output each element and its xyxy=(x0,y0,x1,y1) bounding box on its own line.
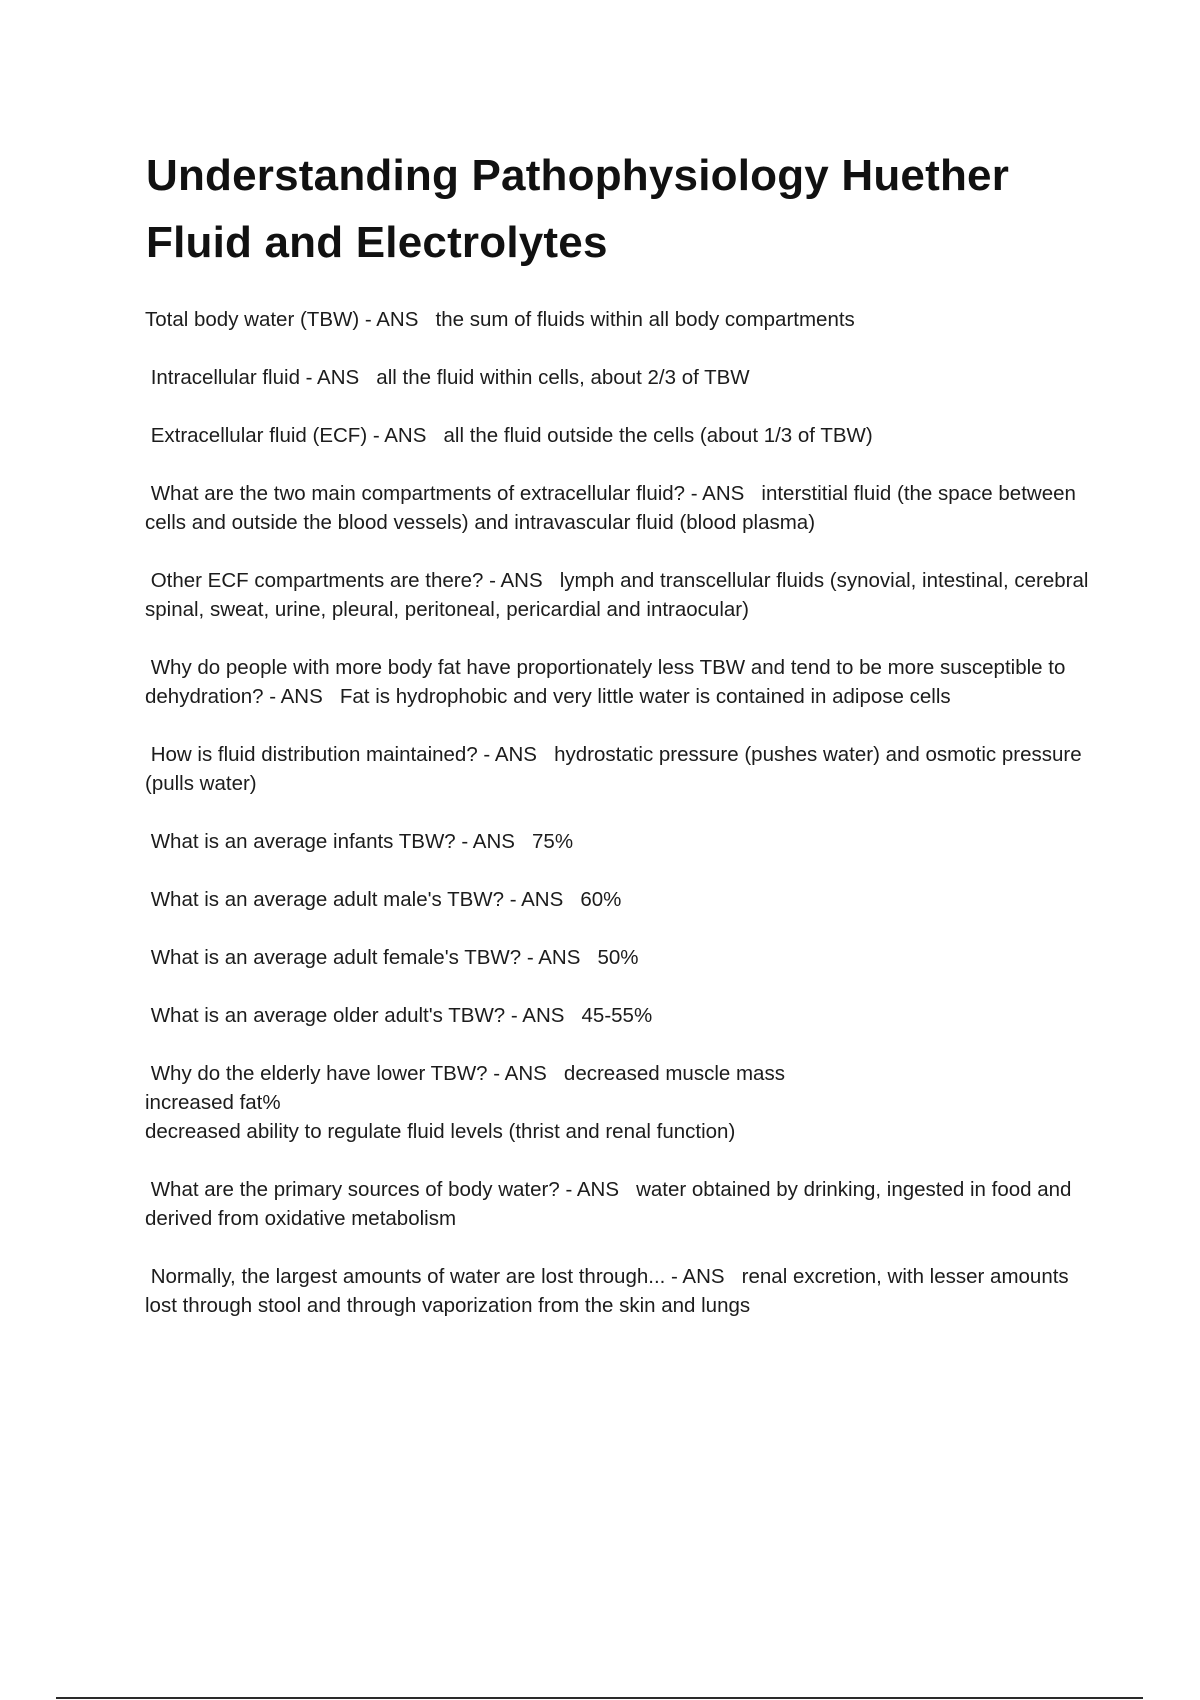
flashcard-entry xyxy=(145,1001,1105,1030)
document-title xyxy=(146,142,1106,276)
title-line-1: Understanding Pathophysiology Huether xyxy=(146,151,1010,200)
question-text: What are the primary sources of body water? xyxy=(145,1178,560,1201)
question-text: What is an average adult male's TBW? xyxy=(145,888,505,911)
answer-text: 60% xyxy=(580,888,622,911)
answer-separator: - ANS xyxy=(367,424,444,447)
question-text: What is an average adult female's TBW? xyxy=(145,946,522,969)
answer-text: Fat is hydrophobic and very little water is contained in adipose cells xyxy=(339,685,951,708)
title-line-2: Fluid and Electrolytes xyxy=(146,218,608,267)
question-text: Intracellular fluid xyxy=(145,366,300,389)
answer-separator: - ANS xyxy=(685,482,762,505)
question-text: What is an average older adult's TBW? xyxy=(145,1004,506,1027)
answer-separator: - ANS xyxy=(521,946,598,969)
answer-text: all the fluid within cells, about 2/3 of TBW xyxy=(376,366,750,389)
answer-separator: - ANS xyxy=(477,743,555,766)
flashcard-entry xyxy=(145,1175,1105,1233)
flashcard-entry xyxy=(145,363,1105,392)
answer-text: 50% xyxy=(597,946,639,969)
flashcard-entry xyxy=(145,479,1105,537)
question-text: What are the two main compartments of extracellular fluid? xyxy=(145,482,686,505)
question-text: Why do the elderly have lower TBW? xyxy=(145,1062,488,1085)
flashcard-entry xyxy=(145,943,1105,972)
question-text: Extracellular fluid (ECF) xyxy=(145,424,368,447)
answer-separator: - ANS xyxy=(504,888,581,911)
answer-text: all the fluid outside the cells (about 1/3 of TBW) xyxy=(443,424,873,447)
answer-text: 75% xyxy=(532,830,574,853)
answer-separator: - ANS xyxy=(487,1062,564,1085)
answer-text: interstitial fluid (the space between cells and outside the blood vessels) and intravascular fluid (blood plasma) xyxy=(145,482,1082,534)
answer-text: water obtained by drinking, ingested in food and derived from oxidative metabolism xyxy=(145,1178,1078,1230)
flashcard-entry xyxy=(145,1262,1105,1320)
footer-rule xyxy=(56,1697,1143,1699)
answer-separator: - ANS xyxy=(359,308,436,331)
answer-text: decreased muscle mass increased fat% decreased ability to regulate fluid levels (thrist and renal function) xyxy=(145,1062,785,1143)
answer-separator: - ANS xyxy=(505,1004,582,1027)
flashcard-entry xyxy=(145,827,1105,856)
flashcard-entry xyxy=(145,1059,1105,1146)
answer-separator: - ANS xyxy=(665,1265,742,1288)
answer-text: lymph and transcellular fluids (synovial, intestinal, cerebral spinal, sweat, urine, pleural, peritoneal, pericardial and intraocular) xyxy=(145,569,1095,621)
answer-separator: - ANS xyxy=(483,569,560,592)
question-text: How is fluid distribution maintained? xyxy=(145,743,478,766)
flashcard-entry xyxy=(145,421,1105,450)
question-text: Other ECF compartments are there? xyxy=(145,569,484,592)
answer-separator: - ANS xyxy=(299,366,377,389)
answer-text: hydrostatic pressure (pushes water) and osmotic pressure (pulls water) xyxy=(145,743,1088,795)
question-text: Total body water (TBW) xyxy=(145,308,360,331)
flashcard-entry xyxy=(145,305,1105,334)
question-text: Normally, the largest amounts of water are lost through... xyxy=(145,1265,666,1288)
answer-separator: - ANS xyxy=(559,1178,637,1201)
question-text: What is an average infants TBW? xyxy=(145,830,456,853)
flashcard-list xyxy=(145,305,1105,1349)
answer-text: the sum of fluids within all body compartments xyxy=(435,308,855,331)
question-text: Why do people with more body fat have proportionately less TBW and tend to be more susceptible to dehydration? xyxy=(145,656,1072,708)
flashcard-entry xyxy=(145,740,1105,798)
flashcard-entry xyxy=(145,653,1105,711)
answer-separator: - ANS xyxy=(263,685,340,708)
flashcard-entry xyxy=(145,885,1105,914)
answer-separator: - ANS xyxy=(455,830,533,853)
answer-text: 45-55% xyxy=(581,1004,653,1027)
answer-text: renal excretion, with lesser amounts lost through stool and through vaporization from the skin and lungs xyxy=(145,1265,1075,1317)
flashcard-entry xyxy=(145,566,1105,624)
